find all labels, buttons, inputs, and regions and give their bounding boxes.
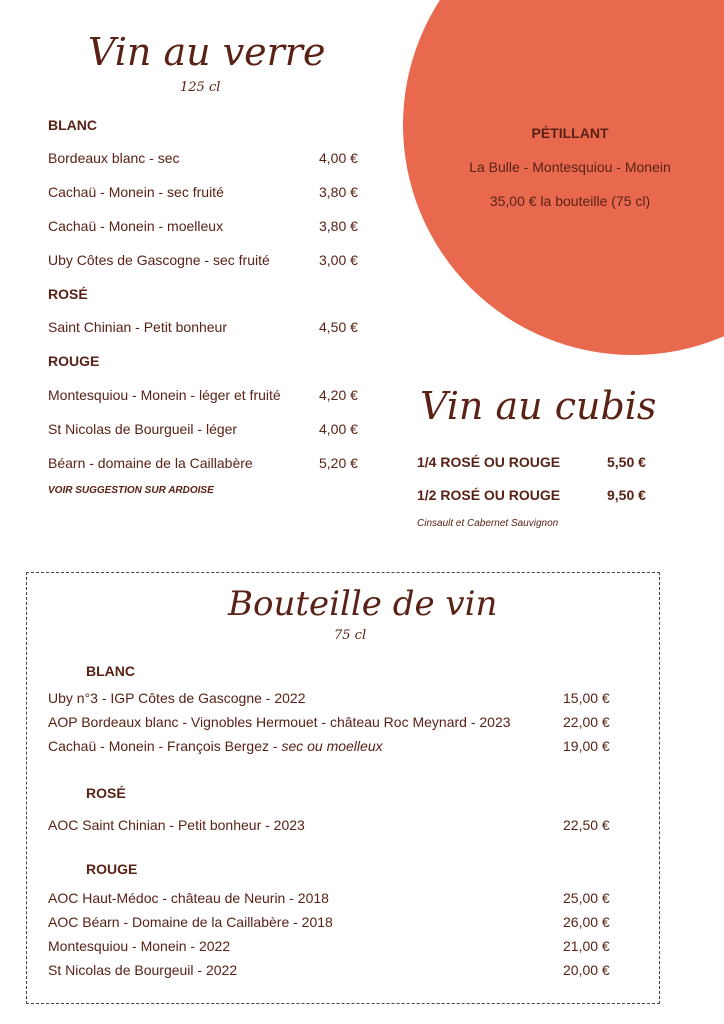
verre-item: Cachaü - Monein - sec fruité bbox=[48, 184, 224, 200]
verre-price: 4,00 € bbox=[319, 421, 358, 437]
bouteille-heading-rose: ROSÉ bbox=[86, 785, 126, 801]
bouteille-price: 20,00 € bbox=[563, 962, 610, 978]
verre-price: 5,20 € bbox=[319, 455, 358, 471]
cubis-item: 1/2 ROSÉ OU ROUGE bbox=[417, 487, 561, 503]
verre-heading-blanc: BLANC bbox=[48, 117, 97, 133]
verre-item: Bordeaux blanc - sec bbox=[48, 150, 180, 166]
bouteille-price: 22,00 € bbox=[563, 714, 610, 730]
verre-heading-rose: ROSÉ bbox=[48, 286, 88, 302]
petillant-heading: PÉTILLANT bbox=[531, 125, 609, 141]
verre-item: St Nicolas de Bourgueil - léger bbox=[48, 421, 238, 437]
verre-item: Cachaü - Monein - moelleux bbox=[48, 218, 224, 234]
cubis-price: 5,50 € bbox=[607, 454, 646, 470]
bouteille-price: 15,00 € bbox=[563, 690, 610, 706]
bouteille-item: Montesquiou - Monein - 2022 bbox=[48, 938, 231, 954]
bouteille-price: 25,00 € bbox=[563, 890, 610, 906]
cubis-item: 1/4 ROSÉ OU ROUGE bbox=[417, 454, 561, 470]
bouteille-item: Uby n°3 - IGP Côtes de Gascogne - 2022 bbox=[48, 690, 306, 706]
bouteille-price: 21,00 € bbox=[563, 938, 610, 954]
bouteille-item-name: Cachaü - Monein - François Bergez - bbox=[48, 738, 282, 754]
bouteille-item: AOC Haut-Médoc - château de Neurin - 2018 bbox=[48, 890, 329, 906]
verre-item: Uby Côtes de Gascogne - sec fruité bbox=[48, 252, 270, 268]
verre-item: Montesquiou - Monein - léger et fruité bbox=[48, 387, 281, 403]
verre-price: 3,00 € bbox=[319, 252, 358, 268]
decorative-circle bbox=[403, 0, 724, 355]
bouteille-price: 22,50 € bbox=[563, 817, 610, 833]
verre-item: Saint Chinian - Petit bonheur bbox=[48, 319, 227, 335]
verre-title: Vin au verre bbox=[88, 30, 326, 74]
bouteille-heading-rouge: ROUGE bbox=[86, 861, 138, 877]
verre-price: 4,20 € bbox=[319, 387, 358, 403]
bouteille-item: AOC Saint Chinian - Petit bonheur - 2023 bbox=[48, 817, 305, 833]
bouteille-title: Bouteille de vin bbox=[228, 584, 498, 624]
verre-price: 4,50 € bbox=[319, 319, 358, 335]
bouteille-subtitle: 75 cl bbox=[334, 628, 367, 643]
verre-price: 3,80 € bbox=[319, 218, 358, 234]
bouteille-item: St Nicolas de Bourgeuil - 2022 bbox=[48, 962, 238, 978]
cubis-title: Vin au cubis bbox=[420, 384, 657, 428]
bouteille-item: AOC Béarn - Domaine de la Caillabère - 2018 bbox=[48, 914, 333, 930]
bouteille-item: AOP Bordeaux blanc - Vignobles Hermouet - château Roc Meynard - 2023 bbox=[48, 714, 511, 730]
petillant-line1: La Bulle - Montesquiou - Monein bbox=[469, 159, 671, 175]
bouteille-price: 19,00 € bbox=[563, 738, 610, 754]
cubis-note: Cinsault et Cabernet Sauvignon bbox=[417, 518, 559, 529]
bouteille-price: 26,00 € bbox=[563, 914, 610, 930]
verre-subtitle: 125 cl bbox=[180, 80, 221, 95]
bouteille-heading-blanc: BLANC bbox=[86, 663, 135, 679]
bouteille-item bbox=[48, 738, 383, 754]
petillant-line2: 35,00 € la bouteille (75 cl) bbox=[489, 193, 651, 209]
verre-note: VOIR SUGGESTION SUR ARDOISE bbox=[48, 485, 214, 496]
verre-price: 4,00 € bbox=[319, 150, 358, 166]
bouteille-item-detail: sec ou moelleux bbox=[281, 738, 383, 754]
verre-item: Béarn - domaine de la Caillabère bbox=[48, 455, 253, 471]
verre-price: 3,80 € bbox=[319, 184, 358, 200]
verre-heading-rouge: ROUGE bbox=[48, 353, 100, 369]
cubis-price: 9,50 € bbox=[607, 487, 646, 503]
